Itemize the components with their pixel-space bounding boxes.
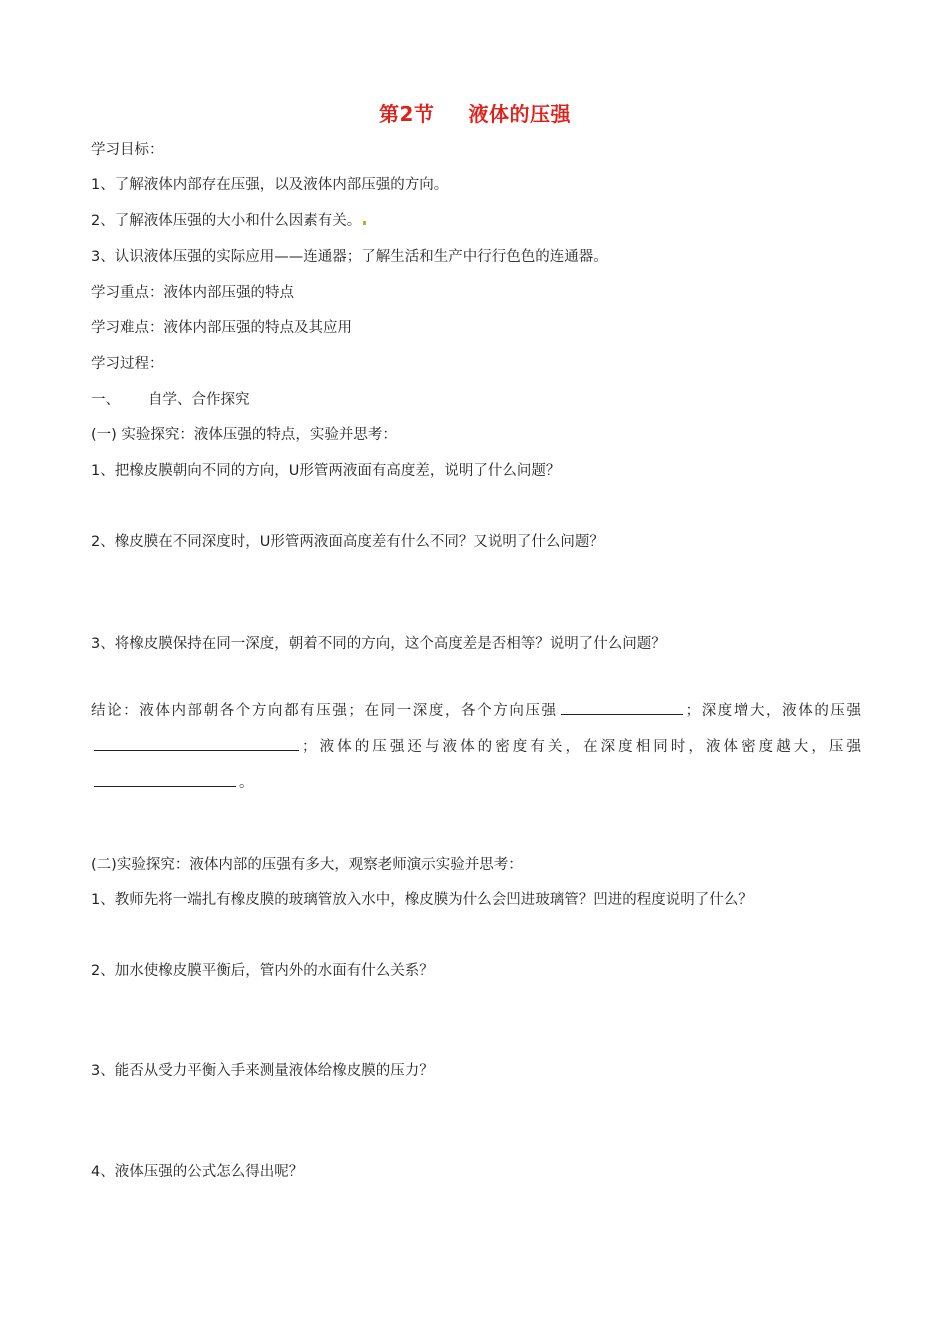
learning-focus: 学习重点：液体内部压强的特点 — [91, 285, 294, 301]
blank-line-1[interactable] — [561, 699, 683, 715]
experiment2-question-4: 4、液体压强的公式怎么得出呢？ — [91, 1164, 304, 1180]
mark-dot — [363, 221, 366, 225]
conclusion-paragraph: 结论：液体内部朝各个方向都有压强；在同一深度，各个方向压强 ；深度增大，液体的压强；液体的压强还与液体的密度有关，在深度相同时，液体密度越大，压强。 — [91, 693, 861, 801]
experiment2-heading: (二)实验探究：液体内部的压强有多大，观察老师演示实验并思考： — [91, 857, 523, 873]
page-title — [0, 98, 950, 127]
objectives-heading: 学习目标： — [91, 142, 164, 158]
objective-item-1: 1、了解液体内部存在压强，以及液体内部压强的方向。 — [91, 177, 449, 193]
objective-item-2: 2、了解液体压强的大小和什么因素有关。 — [91, 211, 366, 231]
blank-line-2[interactable] — [94, 735, 299, 751]
section-topic: 液体的压强 — [468, 102, 571, 126]
experiment2-question-3: 3、能否从受力平衡入手来测量液体给橡皮膜的压力？ — [91, 1063, 434, 1079]
blank-line-3[interactable] — [94, 771, 236, 787]
experiment1-question-3: 3、将橡皮膜保持在同一深度，朝着不同的方向，这个高度差是否相等？说明了什么问题？ — [91, 636, 666, 652]
learning-difficulty: 学习难点：液体内部压强的特点及其应用 — [91, 320, 352, 336]
part-one-heading: 一、 自学、合作探究 — [91, 392, 250, 408]
experiment1-question-1: 1、把橡皮膜朝向不同的方向，U形管两液面有高度差，说明了什么问题？ — [91, 463, 561, 479]
experiment2-question-2: 2、加水使橡皮膜平衡后，管内外的水面有什么关系？ — [91, 963, 434, 979]
objective-item-3: 3、认识液体压强的实际应用——连通器；了解生活和生产中行行色色的连通器。 — [91, 249, 608, 265]
experiment1-question-2: 2、橡皮膜在不同深度时，U形管两液面高度差有什么不同？又说明了什么问题？ — [91, 534, 604, 550]
experiment1-heading: (一) 实验探究：液体压强的特点，实验并思考： — [91, 427, 397, 443]
process-heading: 学习过程： — [91, 356, 164, 372]
section-number: 第2节 — [379, 102, 435, 126]
experiment2-question-1: 1、教师先将一端扎有橡皮膜的玻璃管放入水中，橡皮膜为什么会凹进玻璃管？凹进的程度说明了什么？ — [91, 892, 753, 908]
